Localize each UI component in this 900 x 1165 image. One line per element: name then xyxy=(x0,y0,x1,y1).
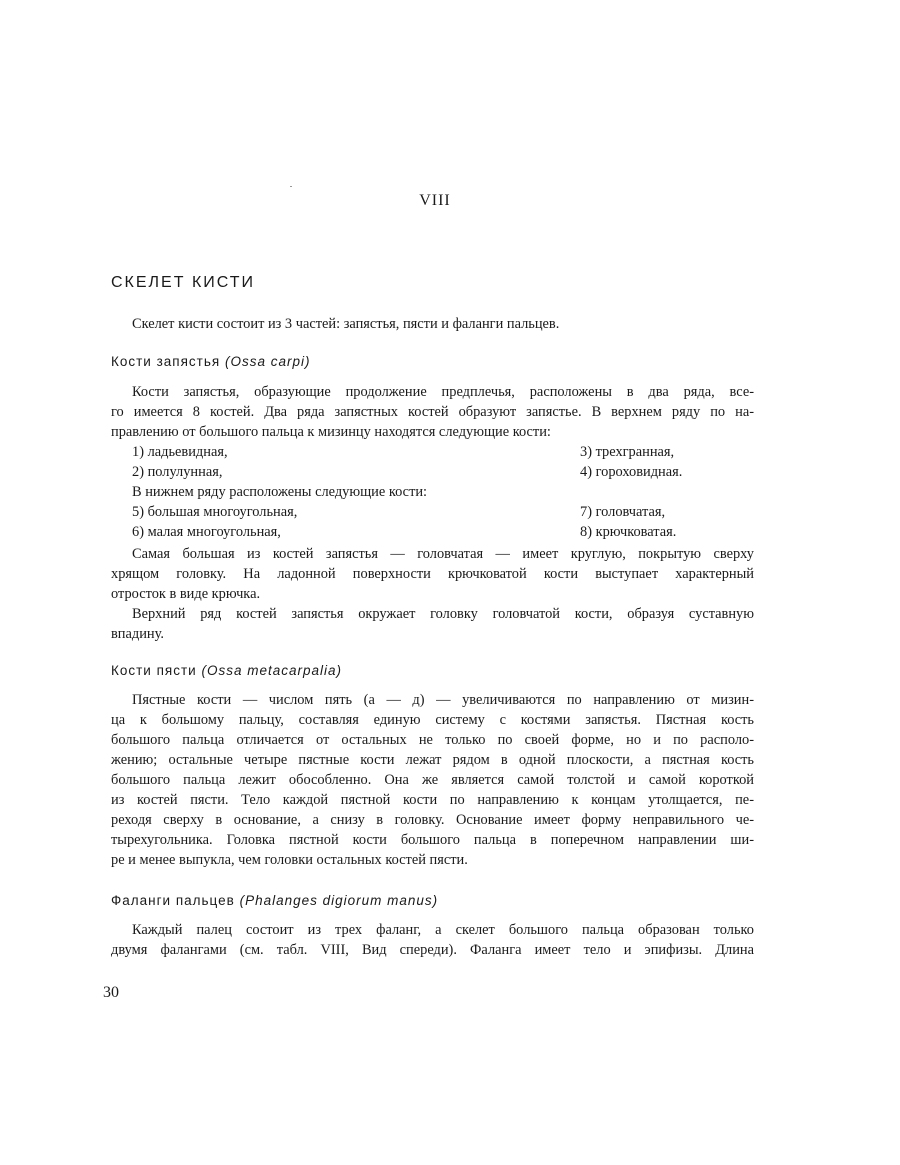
paragraph-line: тырехугольника. Головка пястной кости большого пальца в поперечном направлении ши- xyxy=(111,832,754,848)
paragraph-line: Кости запястья, образующие продолжение предплечья, расположены в два ряда, все- xyxy=(132,384,754,400)
list-item: 3) трехгранная, xyxy=(580,444,675,460)
metacarpus-heading xyxy=(111,663,342,678)
metacarpus-heading-latin: (Ossa metacarpalia) xyxy=(201,663,343,678)
carpus-paragraph xyxy=(111,382,754,442)
paragraph-line: отросток в виде крючка. xyxy=(111,586,261,602)
paragraph-line: Пястные кости — числом пять (а — д) — увеличиваются по направлению от мизин- xyxy=(132,692,754,708)
metacarpus-heading-text: Кости пясти xyxy=(111,663,197,678)
section-title: СКЕЛЕТ КИСТИ xyxy=(111,274,256,291)
carpus-paragraph-2 xyxy=(111,544,754,604)
paragraph-line: впадину. xyxy=(111,626,164,642)
intro-paragraph xyxy=(111,314,754,334)
paragraph-line: ре и менее выпукла, чем головки остальных костей пясти. xyxy=(111,852,468,868)
carpus-heading xyxy=(111,354,310,369)
phalanges-heading-text: Фаланги пальцев xyxy=(111,893,235,908)
list-item: 5) большая многоугольная, xyxy=(132,504,298,520)
paragraph-line: большого пальца лежит обособленно. Она же является самой толстой и самой короткой xyxy=(111,772,754,788)
carpus-heading-text: Кости запястья xyxy=(111,354,221,369)
paragraph-line: двумя фалангами (см. табл. VIII, Вид спереди). Фаланга имеет тело и эпифизы. Длина xyxy=(111,942,754,958)
paragraph-line: Самая большая из костей запястья — головчатая — имеет круглую, покрытую сверху xyxy=(132,546,754,562)
phalanges-heading xyxy=(111,893,438,908)
phalanges-paragraph xyxy=(111,920,754,960)
list-item: 6) малая многоугольная, xyxy=(132,524,281,540)
list-item: 1) ладьевидная, xyxy=(132,444,228,460)
carpus-paragraph-3 xyxy=(111,604,754,644)
scan-speck xyxy=(290,186,292,187)
list-item: 8) крючковатая. xyxy=(580,524,677,540)
paragraph-line: из костей пясти. Тело каждой пястной кости по направлению к концам утолщается, пе- xyxy=(111,792,754,808)
paragraph-line: реходя сверху в основание, а снизу в головку. Основание имеет форму неправильного че- xyxy=(111,812,754,828)
lower-row-intro-text: В нижнем ряду расположены следующие кости: xyxy=(132,484,428,500)
list-item: 4) гороховидная. xyxy=(580,464,683,480)
paragraph-line: Верхний ряд костей запястья окружает головку головчатой кости, образуя суставную xyxy=(132,606,754,622)
paragraph-line: жению; остальные четыре пястные кости лежат рядом в одной плоскости, а пястная кость xyxy=(111,752,754,768)
paragraph-line: правлению от большого пальца к мизинцу находятся следующие кости: xyxy=(111,424,551,440)
paragraph-line: ца к большому пальцу, составляя единую систему с костями запястья. Пястная кость xyxy=(111,712,754,728)
phalanges-heading-latin: (Phalanges digiorum manus) xyxy=(239,893,439,908)
metacarpus-paragraph xyxy=(111,690,754,870)
intro-line: Скелет кисти состоит из 3 частей: запястья, пясти и фаланги пальцев. xyxy=(132,316,560,332)
paragraph-line: большого пальца отличается от остальных не только по своей форме, но и по располо- xyxy=(111,732,754,748)
chapter-number: VIII xyxy=(419,192,451,209)
paragraph-line: го имеется 8 костей. Два ряда запястных костей образуют запястье. В верхнем ряду по на- xyxy=(111,404,754,420)
list-item: 2) полулунная, xyxy=(132,464,223,480)
list-item: 7) головчатая, xyxy=(580,504,666,520)
paragraph-line: хрящом головку. На ладонной поверхности крючковатой кости выступает характерный xyxy=(111,566,754,582)
page-number: 30 xyxy=(103,984,119,1001)
paragraph-line: Каждый палец состоит из трех фаланг, а скелет большого пальца образован только xyxy=(132,922,754,938)
carpus-heading-latin: (Ossa carpi) xyxy=(224,354,311,369)
